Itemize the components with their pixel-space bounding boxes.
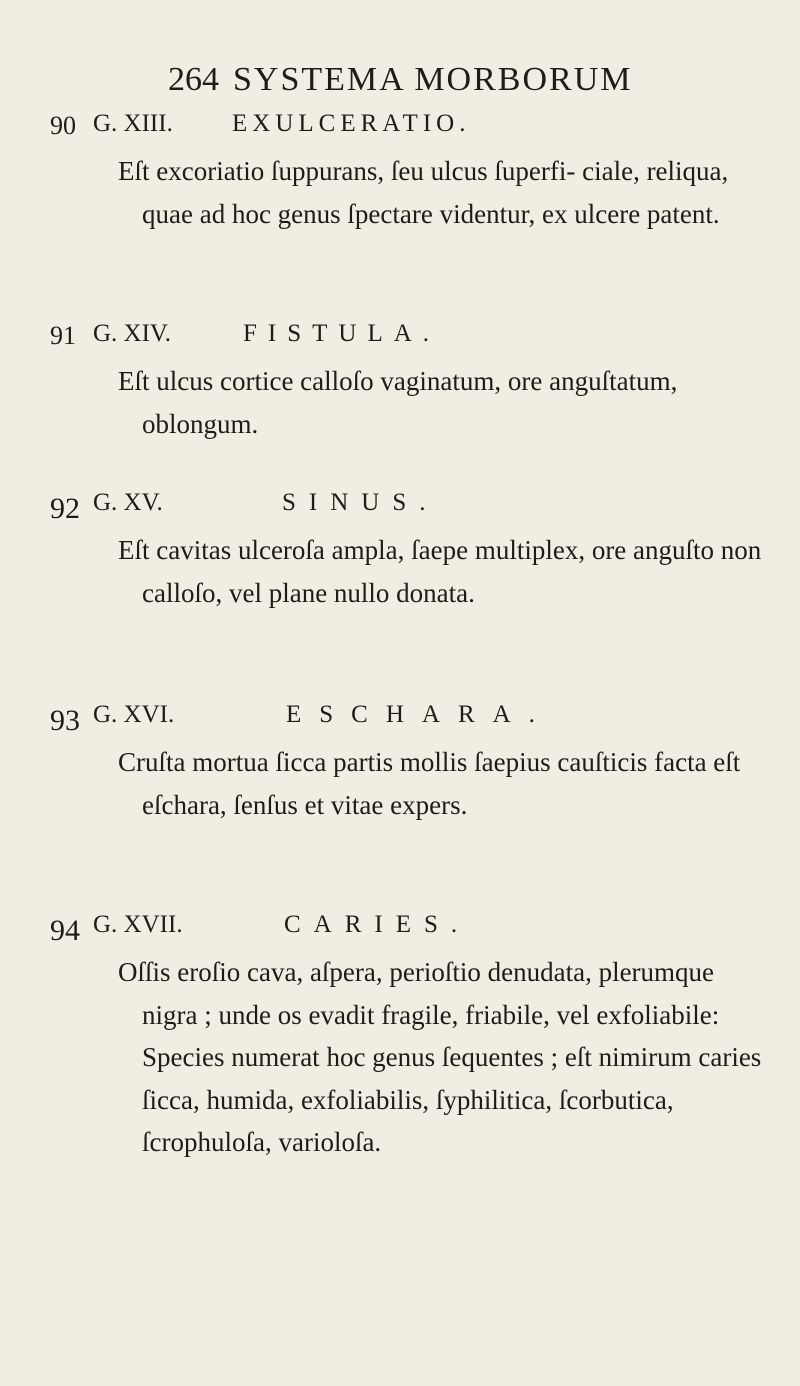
genus-name: CARIES. [284,911,471,938]
genus-description: Eſt excoriatio ſuppurans, ſeu ulcus ſuperfi- ciale, reliqua, quae ad hoc genus ſpectare videntur, ex ulcere patent. [118,156,729,229]
genus-heading [0,104,800,144]
entry-number: 91 [50,321,76,350]
page-number: 264 [168,61,219,98]
entry-number: 90 [50,111,76,140]
genus-heading [0,695,800,735]
genus-heading [0,905,800,945]
genus-name: SINUS. [282,489,439,516]
genus-description: Eſt cavitas ulceroſa ampla, ſaepe multiplex, ore anguſto non calloſo, vel plane nullo donata. [118,535,762,608]
genus-heading [0,314,800,354]
entry-number: 92 [50,492,80,525]
genus-name: EXULCERATIO. [232,110,471,137]
genus-description: Oſſis eroſio cava, aſpera, perioſtio denudata, plerumque nigra ; unde os evadit fragile, friabile, vel exfoliabile: Species numerat hoc genus ſequentes ; eſt nimirum caries ſicca, humida, exfoliabilis, ſyphilitica, ſcorbutica, ſcrophuloſa, varioloſa. [118,957,762,1157]
genus-number: G. XIV. [93,320,172,347]
entry-number: 93 [50,704,80,737]
genus-description: Eſt ulcus cortice calloſo vaginatum, ore anguſtatum, oblongum. [118,366,678,439]
genus-heading [0,483,800,523]
genus-name: FISTULA. [243,320,441,347]
genus-number: G. XIII. [93,110,173,137]
genus-name: ESCHARA. [286,701,553,728]
running-head [168,60,632,100]
genus-description: Cruſta mortua ſicca partis mollis ſaepius cauſticis facta eſt eſchara, ſenſus et vitae expers. [118,747,741,820]
genus-number: G. XVII. [93,911,183,938]
entry-number: 94 [50,914,80,947]
genus-number: G. XVI. [93,701,175,728]
running-title: SYSTEMA MORBORUM [233,61,633,98]
genus-number: G. XV. [93,489,163,516]
